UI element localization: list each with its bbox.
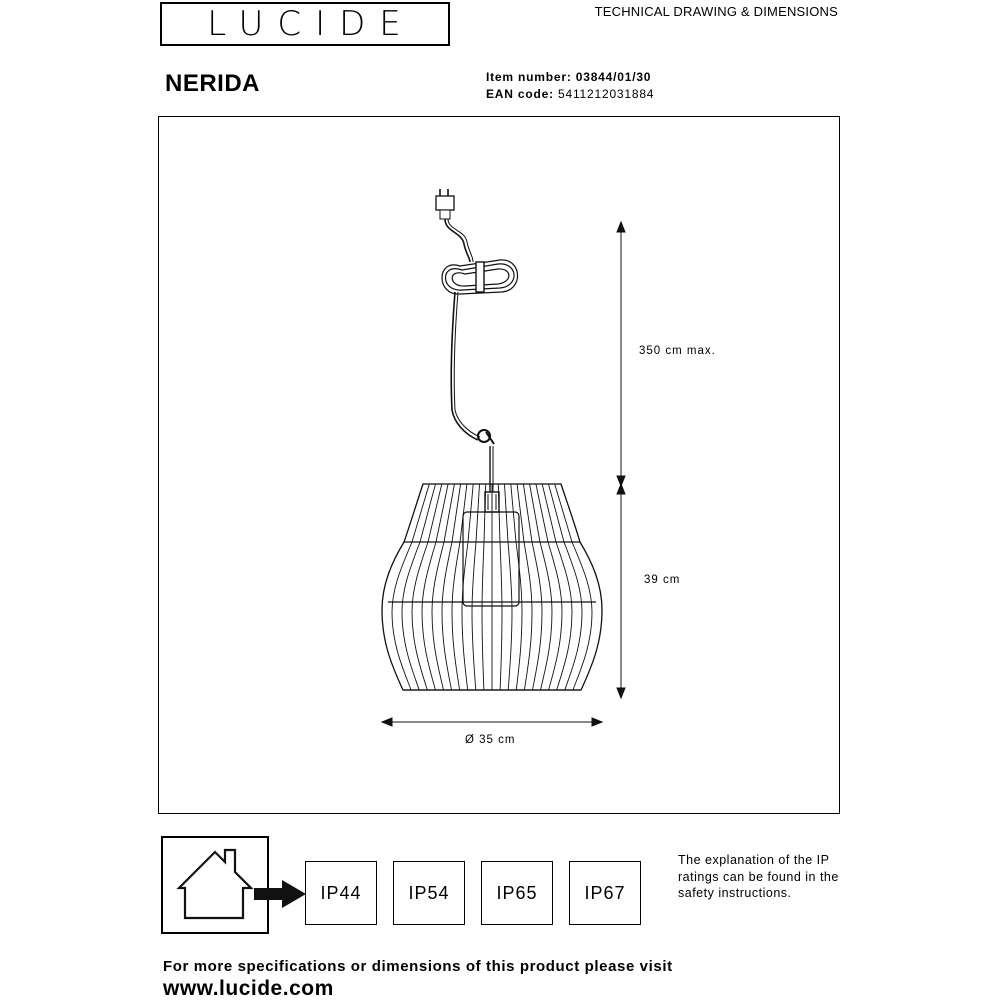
shade-rib — [482, 484, 486, 690]
cable-length-dimension-line — [617, 222, 625, 486]
plug-icon — [436, 189, 454, 219]
shade-rib — [432, 484, 454, 690]
diameter-label: Ø 35 cm — [465, 734, 516, 746]
ip-rating-ip67: IP67 — [569, 861, 641, 925]
ean-value: 5411212031884 — [558, 87, 655, 101]
cable-coil-icon — [442, 260, 518, 294]
document-type: TECHNICAL DRAWING & DIMENSIONS — [594, 4, 838, 19]
cable-length-label: 350 cm max. — [639, 345, 716, 357]
item-number-line: Item number: 03844/01/30 — [486, 70, 652, 84]
ip-rating-ip65: IP65 — [481, 861, 553, 925]
shade-rib — [472, 484, 480, 690]
diameter-dimension-line — [382, 718, 602, 726]
hook-icon — [478, 430, 494, 444]
shade-rib — [555, 484, 592, 690]
shade-rib — [536, 484, 562, 690]
product-name: NERIDA — [165, 70, 261, 97]
shade-rib — [530, 484, 552, 690]
ean-line: EAN code: 5411212031884 — [486, 87, 655, 101]
shade-rib — [422, 484, 448, 690]
inner-diffuser-outline — [463, 512, 519, 606]
ip-rating-note: The explanation of the IP ratings can be found in the safety instructions. — [678, 853, 839, 900]
shade-rib — [523, 484, 542, 690]
height-dimension-line — [617, 484, 625, 698]
shade-rib — [442, 484, 461, 690]
shade-rib — [549, 484, 583, 690]
brand-logo-text: LUCIDE — [207, 4, 415, 44]
shade-rib — [392, 484, 429, 690]
shade-rib — [511, 484, 522, 690]
ean-label: EAN code — [486, 87, 550, 101]
shade-rib — [402, 484, 436, 690]
ip-rating-ip54: IP54 — [393, 861, 465, 925]
footer-note: For more specifications or dimensions of this product please visit — [163, 958, 673, 975]
height-label: 39 cm — [644, 574, 681, 586]
lamp-shade-ribs — [392, 484, 592, 690]
shade-rib — [505, 484, 513, 690]
footer-website-link[interactable]: www.lucide.com — [163, 977, 334, 1000]
ip-rating-ip44: IP44 — [305, 861, 377, 925]
item-number-label: Item number — [486, 70, 567, 84]
item-number-value: 03844/01/30 — [575, 70, 652, 84]
shade-rib — [498, 484, 502, 690]
arrow-right-icon — [252, 878, 308, 910]
